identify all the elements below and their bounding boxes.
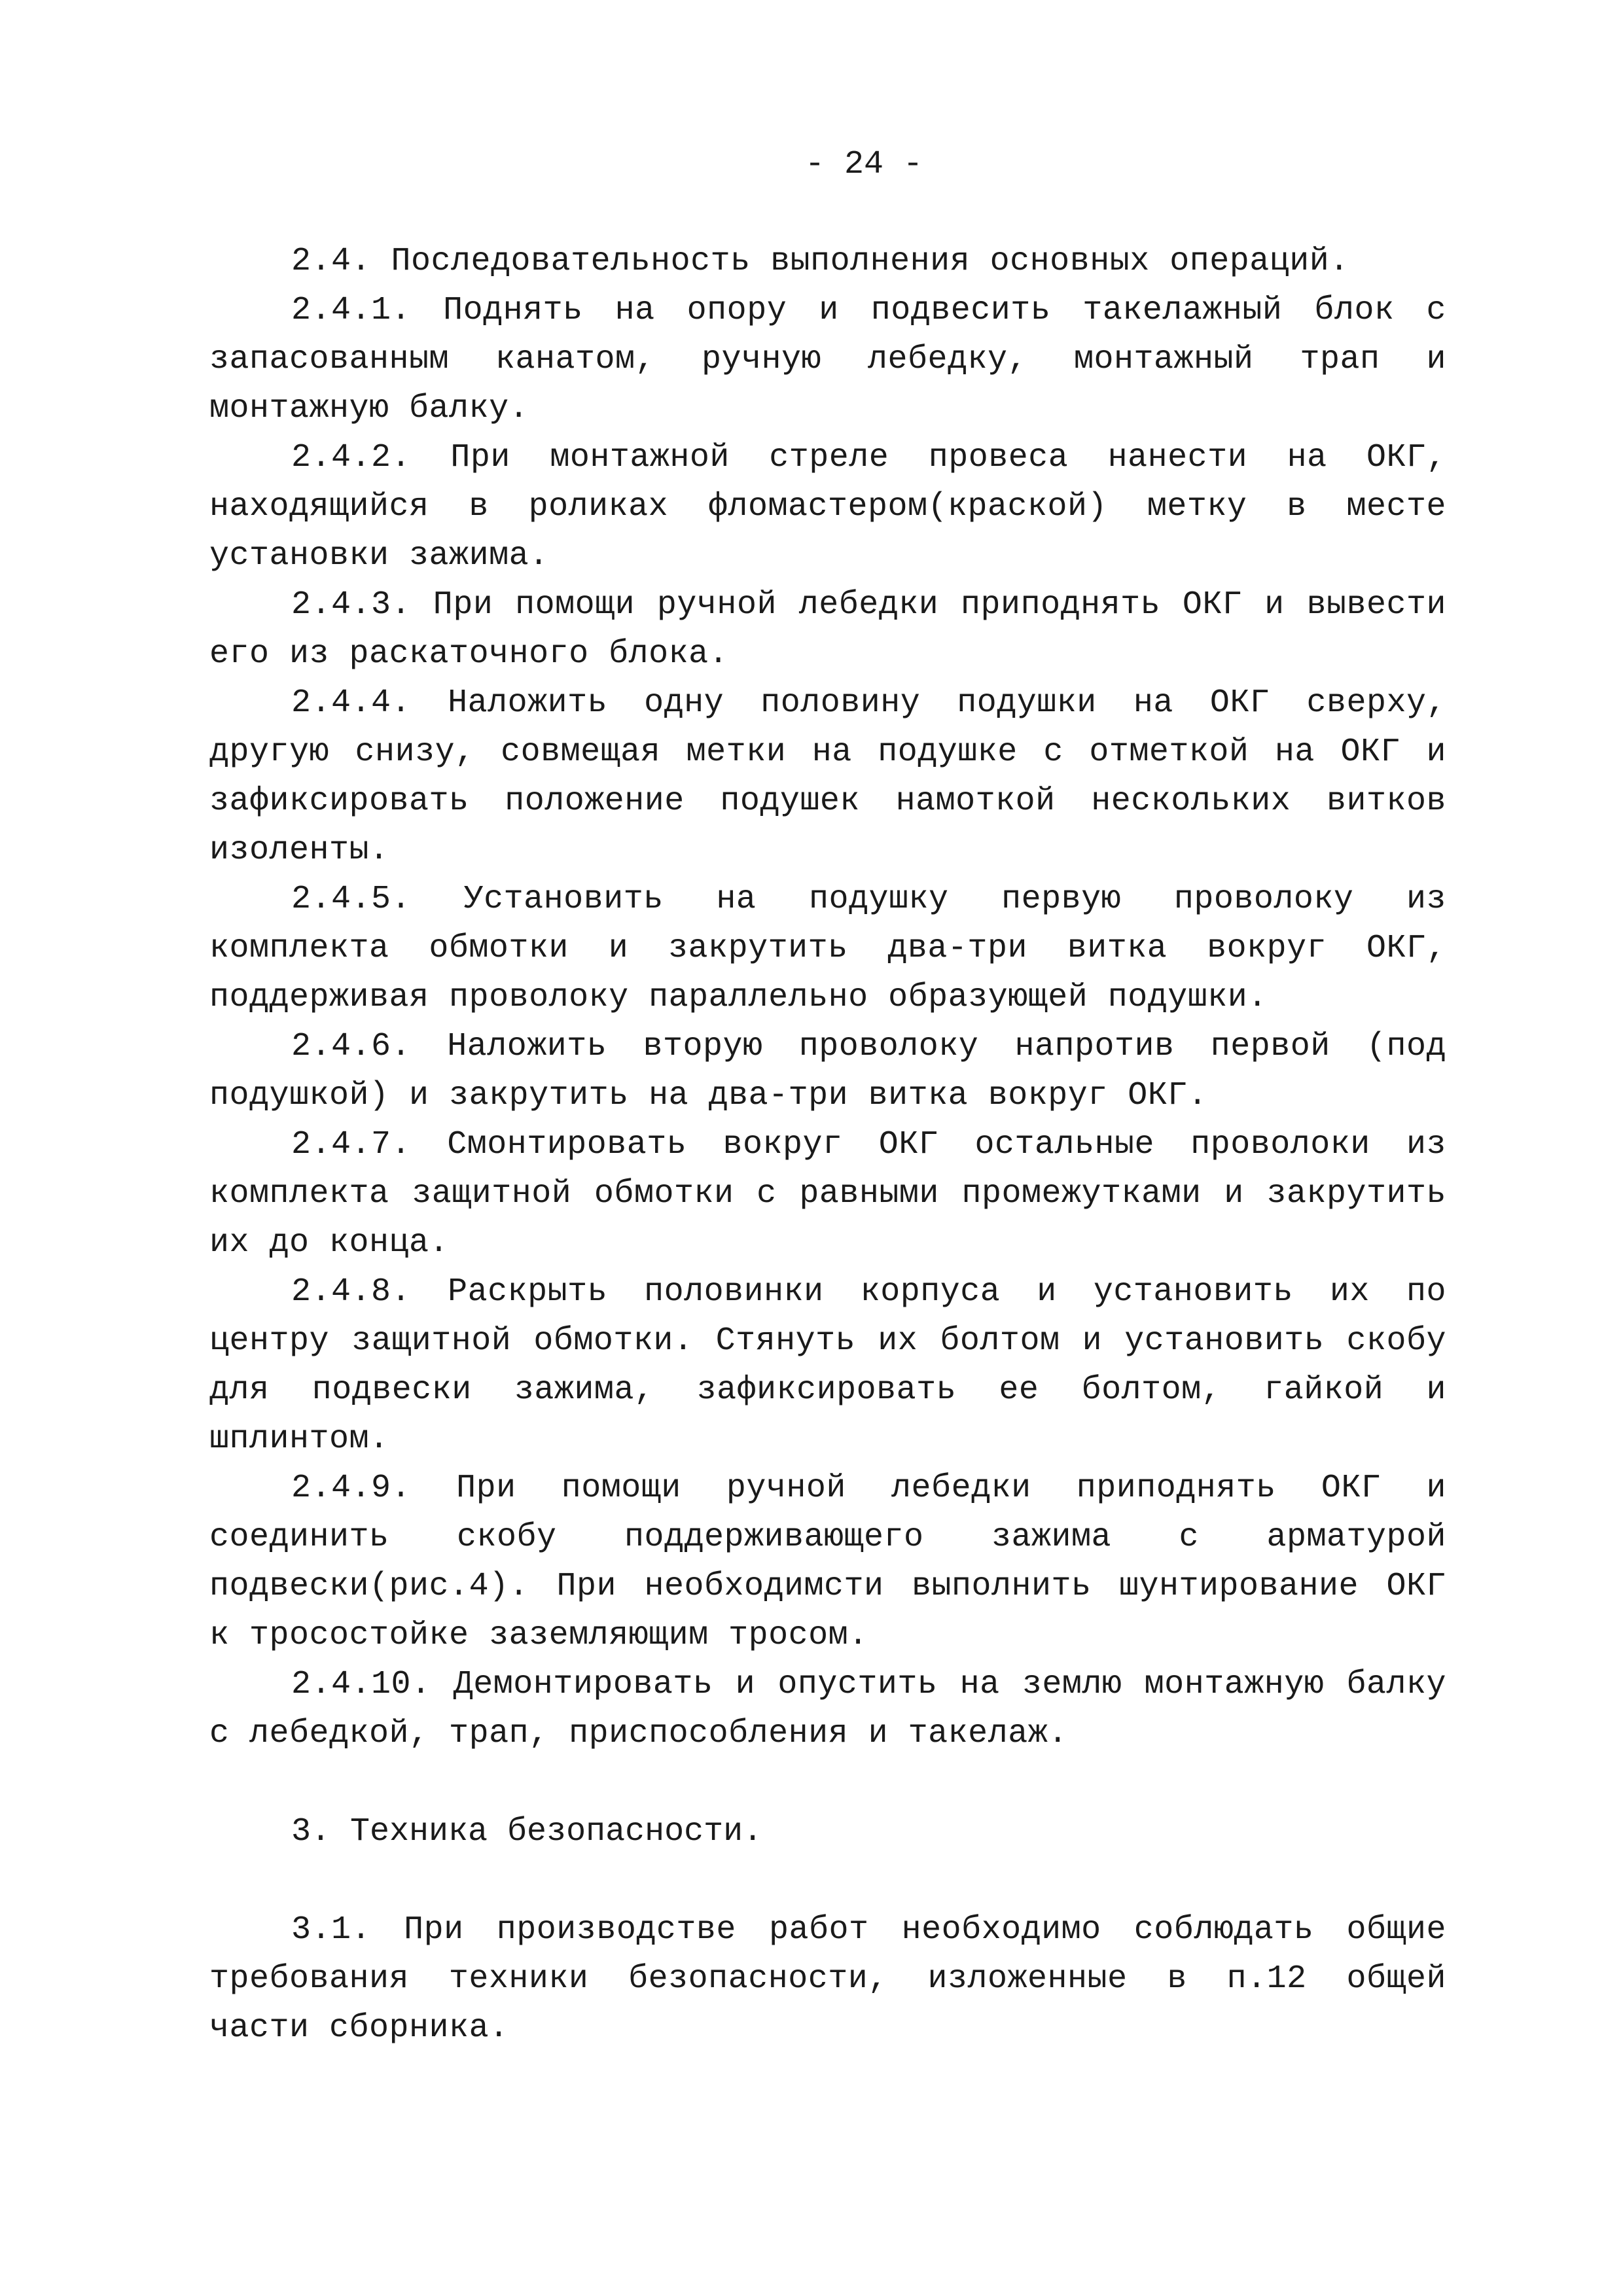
paragraph-2-4-5: 2.4.5. Установить на подушку первую проволоку из комплекта обмотки и закрутить два-три витка вокруг ОКГ, поддерживая проволоку параллельно образующей подушки.	[209, 881, 1446, 1016]
paragraph-2-4-1: 2.4.1. Поднять на опору и подвесить такелажный блок с запасованным канатом, ручную лебедку, монтажный трап и монтажную балку.	[209, 292, 1446, 427]
paragraph-2-4-10: 2.4.10. Демонтировать и опустить на землю монтажную балку с лебедкой, трап, приспособления и такелаж.	[209, 1666, 1446, 1752]
paragraph-2-4-9: 2.4.9. При помощи ручной лебедки приподнять ОКГ и соединить скобу поддерживающего зажима с арматурой подвески(рис.4). При необходимсти выполнить шунтирование ОКГ к тросостойке заземляющим тросом.	[209, 1470, 1446, 1654]
page-number: - 24 -	[804, 146, 923, 183]
section-heading-3: 3. Техника безопасности.	[291, 1813, 763, 1850]
section-title-2-4: 2.4. Последовательность выполнения основных операций.	[291, 243, 1349, 280]
paragraph-2-4-2: 2.4.2. При монтажной стреле провеса нанести на ОКГ, находящийся в роликах фломастером(краской) метку в месте установки зажима.	[209, 439, 1446, 574]
paragraph-3-1: 3.1. При производстве работ необходимо соблюдать общие требования техники безопасности, изложенные в п.12 общей части сборника.	[209, 1911, 1446, 2047]
paragraph-2-4-6: 2.4.6. Наложить вторую проволоку напротив первой (под подушкой) и закрутить на два-три витка вокруг ОКГ.	[209, 1028, 1446, 1114]
document-page	[209, 144, 1446, 2053]
paragraph-2-4-3: 2.4.3. При помощи ручной лебедки приподнять ОКГ и вывести его из раскаточного блока.	[209, 586, 1446, 673]
paragraph-2-4-7: 2.4.7. Смонтировать вокруг ОКГ остальные проволоки из комплекта защитной обмотки с равными промежутками и закрутить их до конца.	[209, 1126, 1446, 1262]
paragraph-2-4-4: 2.4.4. Наложить одну половину подушки на ОКГ сверху, другую снизу, совмещая метки на подушке с отметкой на ОКГ и зафиксировать положение подушек намоткой нескольких витков изоленты.	[209, 684, 1446, 869]
paragraph-2-4-8: 2.4.8. Раскрыть половинки корпуса и установить их по центру защитной обмотки. Стянуть их болтом и установить скобу для подвески зажима, зафиксировать ее болтом, гайкой и шплинтом.	[209, 1273, 1446, 1458]
